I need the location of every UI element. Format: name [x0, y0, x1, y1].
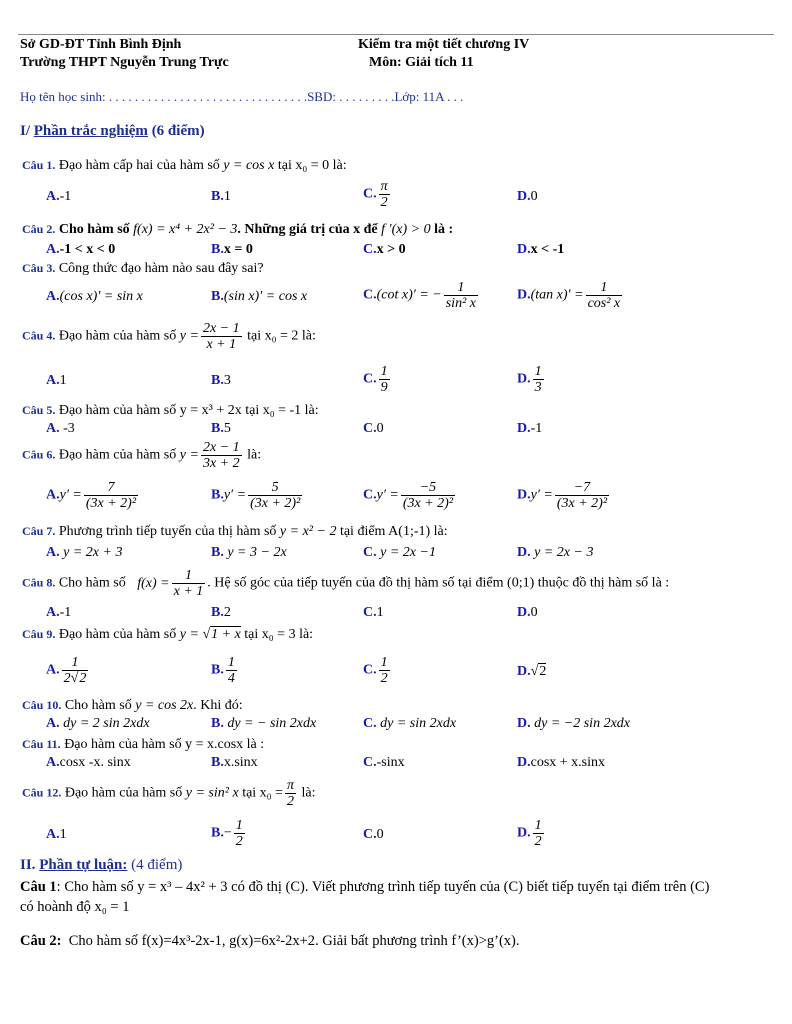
q8-option-c[interactable]	[363, 605, 384, 621]
q4-c-num: 1	[380, 364, 388, 379]
q1-c-fraction	[379, 179, 390, 210]
option-label: C.	[363, 487, 377, 503]
q10-d-value: dy = −2 sin 2xdx	[534, 716, 630, 731]
q2-option-d[interactable]	[517, 242, 564, 258]
essay-q2	[20, 933, 520, 950]
student-info-line: Họ tên học sinh: . . . . . . . . . . . . . . . . . . . . . . . . . . . . . . .SBD: . . . . . . . . .Lớp: 11A . . .	[20, 89, 464, 104]
q8-text: Cho hàm số	[58, 575, 126, 591]
option-label: B.	[211, 421, 224, 436]
q6-a-fraction	[84, 480, 138, 511]
q12-x-fraction	[285, 778, 296, 809]
q10-a-value: dy = 2 sin 2xdx	[63, 716, 150, 731]
option-label: D.	[517, 716, 531, 731]
q2-c-value: x > 0	[376, 242, 406, 257]
q12-b-den: 2	[235, 834, 243, 849]
q8-option-b[interactable]	[211, 605, 231, 621]
option-label: A.	[46, 242, 60, 257]
q4-b-value: 3	[223, 373, 231, 388]
q3-d-fraction	[586, 280, 623, 311]
option-label: B.	[211, 373, 224, 388]
q7-option-b[interactable]	[211, 545, 287, 561]
q6-func-num: 2x − 1	[202, 440, 240, 455]
q1-func: y = cos x	[223, 158, 275, 173]
q3-option-d[interactable]	[517, 280, 624, 311]
q1-d-value: 0	[530, 189, 538, 204]
q10-text: Cho hàm số	[64, 698, 132, 713]
q8-func-num: 1	[172, 568, 206, 584]
option-label: B.	[211, 605, 224, 620]
option-label: A.	[46, 545, 60, 560]
q12-d-fraction	[533, 818, 544, 849]
q6-lhs: y′ =	[530, 487, 553, 503]
q12-option-a[interactable]	[46, 827, 67, 843]
q12-x-num: π	[286, 778, 294, 793]
q11-option-d[interactable]	[517, 755, 605, 771]
q8-tail: . Hệ số góc của tiếp tuyến của đồ thị hàm số tại điểm (0;1) thuộc đồ thị hàm số là :	[207, 575, 670, 591]
q10-option-a[interactable]	[46, 716, 150, 732]
q6-lhs: y′ =	[59, 487, 82, 503]
q3-stem	[22, 261, 264, 277]
q8-d-value: 0	[530, 605, 538, 620]
essay-q1-number: Câu 1	[20, 879, 57, 895]
q12-func: y = sin² x	[185, 785, 239, 801]
q10-option-b[interactable]	[211, 716, 316, 732]
q12-option-d[interactable]	[517, 818, 546, 849]
q10-func: y = cos 2x	[135, 698, 194, 713]
q2-option-a[interactable]	[46, 242, 115, 258]
q10-option-d[interactable]	[517, 716, 630, 732]
q9-a-den-coef: 2	[63, 671, 71, 686]
q1-tail: tại x₀ = 0 là:	[277, 158, 347, 173]
option-label: A.	[46, 189, 60, 204]
option-label: B.	[211, 662, 224, 678]
q4-stem	[22, 321, 316, 352]
q2-text: Cho hàm số	[58, 222, 130, 237]
q6-option-c[interactable]	[363, 480, 457, 511]
q11-b-value: x.sinx	[223, 755, 258, 770]
q8-a-value: -1	[59, 605, 72, 620]
q5-option-d[interactable]	[517, 421, 542, 437]
option-label: B.	[211, 825, 224, 841]
q1-c-num: π	[380, 179, 388, 194]
q10-option-c[interactable]	[363, 716, 456, 732]
q7-d-value: y = 2x − 3	[534, 545, 594, 560]
q9-a-den-radicand: 2	[79, 671, 87, 686]
q12-option-b[interactable]	[211, 818, 247, 849]
q6-d-den: (3x + 2)²	[556, 496, 608, 511]
q3-option-b[interactable]	[211, 289, 307, 305]
part1-roman: I/	[20, 123, 31, 139]
q5-option-b[interactable]	[211, 421, 231, 437]
q4-d-num: 1	[534, 364, 542, 379]
option-label: D.	[517, 545, 531, 560]
option-label: B.	[211, 755, 224, 770]
q12-d-num: 1	[534, 818, 542, 833]
q11-option-b[interactable]	[211, 755, 258, 771]
q6-b-num: 5	[248, 480, 302, 496]
essay-q1-line2: có hoành độ x₀ = 1	[20, 899, 130, 915]
q6-lhs: y′ =	[376, 487, 399, 503]
q5-option-c[interactable]	[363, 421, 384, 437]
part2-title-text: Phần tự luận:	[39, 857, 128, 873]
q3-c-num: 1	[444, 280, 478, 296]
q6-stem	[22, 440, 261, 471]
q6-tail: là:	[247, 447, 262, 463]
q2-d-value: x < -1	[530, 242, 565, 257]
q4-option-a[interactable]	[46, 373, 67, 389]
q11-number: Câu 11.	[22, 737, 61, 751]
q9-b-fraction	[226, 655, 237, 686]
q9-func-lhs: y =	[179, 627, 199, 642]
q2-cond: f ′(x) > 0	[381, 222, 431, 237]
q9-text: Đạo hàm của hàm số	[58, 627, 177, 642]
q11-d-value: cosx + x.sinx	[530, 755, 606, 770]
q8-func-fraction	[172, 568, 206, 599]
option-label: C.	[363, 186, 377, 202]
q3-option-a[interactable]	[46, 289, 143, 305]
option-label: D.	[517, 487, 531, 503]
essay-q1-text: : Cho hàm số y = x³ – 4x² + 3 có đồ thị (C). Viết phương trình tiếp tuyến của (C) biết tiếp tuyến tại điểm trên (C)	[56, 879, 710, 895]
option-label: C.	[363, 827, 377, 842]
q12-b-fraction	[234, 818, 245, 849]
q1-text: Đạo hàm cấp hai của hàm số	[58, 158, 220, 173]
q5-text: Đạo hàm của hàm số y = x³ + 2x tại x₀ = -1 là:	[58, 403, 319, 418]
q6-d-num: −7	[555, 480, 609, 496]
q9-a-fraction	[62, 655, 89, 686]
q6-a-den: (3x + 2)²	[85, 496, 137, 511]
option-label: B.	[211, 716, 224, 731]
q11-option-c[interactable]	[363, 755, 405, 771]
q7-option-d[interactable]	[517, 545, 593, 561]
q12-option-c[interactable]	[363, 827, 384, 843]
q4-d-den: 3	[534, 380, 542, 395]
q1-c-den: 2	[380, 195, 388, 210]
option-label: A.	[46, 421, 60, 436]
option-label: D.	[517, 189, 531, 204]
q6-text: Đạo hàm của hàm số	[58, 447, 177, 463]
q3-c-den: sin² x	[445, 296, 476, 311]
option-label: D.	[517, 242, 531, 257]
option-label: C.	[363, 755, 377, 770]
q7-a-value: y = 2x + 3	[63, 545, 123, 560]
q6-number: Câu 6.	[22, 447, 56, 462]
q6-d-fraction	[555, 480, 609, 511]
q6-option-b[interactable]	[211, 480, 304, 511]
subject-title: Môn: Giải tích 11	[369, 55, 474, 70]
q10-c-value: dy = sin 2xdx	[380, 716, 457, 731]
part2-score: (4 điểm)	[131, 857, 183, 873]
q9-b-den: 4	[227, 671, 235, 686]
q11-stem	[22, 737, 264, 753]
q1-option-b[interactable]	[211, 189, 231, 205]
q9-number: Câu 9.	[22, 627, 56, 641]
q7-stem	[22, 524, 448, 540]
q4-option-b[interactable]	[211, 373, 231, 389]
q9-b-num: 1	[227, 655, 235, 670]
q6-option-d[interactable]	[517, 480, 611, 511]
option-label: D.	[517, 287, 531, 303]
q1-stem	[22, 158, 347, 174]
q6-func-fraction	[201, 440, 242, 471]
option-label: B.	[211, 545, 224, 560]
q11-c-value: -sinx	[376, 755, 405, 770]
q8-c-value: 1	[376, 605, 384, 620]
part1-score: (6 điểm)	[151, 123, 205, 139]
q3-d-den: cos² x	[587, 296, 621, 311]
q5-b-value: 5	[223, 421, 231, 436]
q2-mid: . Những giá trị của x để	[237, 222, 378, 237]
q9-c-fraction	[379, 655, 390, 686]
q4-text: Đạo hàm của hàm số	[58, 328, 177, 344]
option-label: D.	[517, 371, 531, 387]
q6-c-den: (3x + 2)²	[402, 496, 454, 511]
q6-lhs: y′ =	[223, 487, 247, 503]
q2-a-value: -1 < x < 0	[59, 242, 116, 257]
q6-b-den: (3x + 2)²	[250, 496, 301, 511]
dept-name: Sở GD-ĐT Tỉnh Bình Định	[20, 37, 182, 52]
option-label: C.	[363, 716, 377, 731]
q5-d-value: -1	[530, 421, 543, 436]
q1-a-value: -1	[59, 189, 72, 204]
q3-d-lhs: (tan x)′ =	[530, 287, 584, 303]
q6-c-num: −5	[401, 480, 455, 496]
q12-text: Đạo hàm của hàm số	[64, 785, 183, 801]
q1-number: Câu 1.	[22, 158, 56, 172]
q6-a-num: 7	[84, 480, 138, 496]
q4-func-fraction	[201, 321, 242, 352]
option-label: C.	[363, 287, 377, 303]
q2-option-b[interactable]	[211, 242, 253, 258]
q3-a-value: (cos x)′ = sin x	[59, 289, 143, 304]
q12-stem	[22, 778, 315, 809]
q1-option-a[interactable]	[46, 189, 71, 205]
option-label: B.	[211, 242, 224, 257]
option-label: C.	[363, 242, 377, 257]
q1-b-value: 1	[223, 189, 231, 204]
q7-func: y = x² − 2	[279, 524, 337, 539]
q2-func: f(x) = x⁴ + 2x² − 3	[133, 222, 238, 237]
q6-option-a[interactable]	[46, 480, 140, 511]
q9-a-num: 1	[62, 655, 89, 671]
q8-stem	[22, 568, 669, 599]
option-label: D.	[517, 664, 531, 679]
school-name: Trường THPT Nguyễn Trung Trực	[20, 55, 229, 70]
q2-stem	[22, 222, 453, 238]
q3-text: Công thức đạo hàm nào sau đây sai?	[58, 261, 264, 276]
q8-func-lhs: f(x) =	[137, 575, 170, 591]
q5-number: Câu 5.	[22, 403, 56, 417]
q2-tail: là :	[434, 222, 454, 237]
q4-d-fraction	[533, 364, 544, 395]
option-label: C.	[363, 371, 377, 387]
q9-option-d[interactable]: D.√2	[517, 664, 547, 679]
q12-number: Câu 12.	[22, 785, 62, 800]
q7-text: Phương trình tiếp tuyến của thị hàm số	[58, 524, 277, 539]
q12-mid: tại x₀ =	[242, 785, 283, 801]
q9-tail: tại x₀ = 3 là:	[244, 627, 314, 642]
q6-func-den: 3x + 2	[202, 456, 240, 471]
q7-option-a[interactable]	[46, 545, 122, 561]
q10-tail: . Khi đó:	[193, 698, 243, 713]
q8-option-a[interactable]	[46, 605, 71, 621]
q10-number: Câu 10.	[22, 698, 62, 712]
q4-c-den: 9	[380, 380, 388, 395]
q7-tail: tại điểm A(1;-1) là:	[339, 524, 448, 539]
q12-b-num: 1	[235, 818, 243, 833]
option-label: D.	[517, 755, 531, 770]
option-label: A.	[46, 605, 60, 620]
q3-option-c[interactable]	[363, 280, 480, 311]
option-label: A.	[46, 662, 60, 678]
q9-option-a[interactable]	[46, 655, 90, 686]
q4-tail: tại x₀ = 2 là:	[247, 328, 316, 344]
q11-option-a[interactable]	[46, 755, 131, 771]
q4-option-d[interactable]	[517, 364, 546, 395]
q10-stem	[22, 698, 243, 714]
q12-a-value: 1	[59, 827, 67, 842]
option-label: A.	[46, 373, 60, 388]
option-label: D.	[517, 421, 531, 436]
q12-tail: là:	[301, 785, 316, 801]
q7-number: Câu 7.	[22, 524, 56, 538]
option-label: C.	[363, 605, 377, 620]
option-label: C.	[363, 545, 377, 560]
q2-number: Câu 2.	[22, 222, 56, 236]
option-label: C.	[363, 421, 377, 436]
q4-func-lhs: y =	[179, 328, 199, 344]
q7-c-value: y = 2x −1	[380, 545, 436, 560]
q4-a-value: 1	[59, 373, 67, 388]
q7-b-value: y = 3 − 2x	[227, 545, 287, 560]
q6-b-fraction	[248, 480, 302, 511]
q9-a-den: 2√2	[63, 671, 87, 686]
q12-b-sign: −	[223, 825, 232, 841]
q5-option-a[interactable]	[46, 421, 75, 437]
part1-title-text: Phần trắc nghiệm	[33, 123, 148, 139]
q3-d-num: 1	[586, 280, 623, 296]
essay-q1	[20, 879, 709, 896]
q1-option-c[interactable]	[363, 179, 392, 210]
q8-func-den: x + 1	[173, 584, 204, 599]
q12-x-den: 2	[286, 794, 294, 809]
q4-number: Câu 4.	[22, 328, 56, 343]
option-label: B.	[211, 487, 224, 503]
option-label: B.	[211, 289, 224, 304]
q9-c-num: 1	[380, 655, 388, 670]
q9-func-radicand: 1 + x	[211, 627, 241, 642]
q9-stem: Câu 9. Đạo hàm của hàm số y = √1 + x tại x₀ = 3 là:	[22, 627, 314, 642]
option-label: A.	[46, 716, 60, 731]
q9-c-den: 2	[380, 671, 388, 686]
part2-roman: II.	[20, 857, 36, 873]
option-label: C.	[363, 662, 377, 678]
part1-title	[20, 123, 205, 140]
top-rule	[18, 34, 774, 35]
q8-option-d[interactable]	[517, 605, 538, 621]
option-label: A.	[46, 289, 60, 304]
q5-stem	[22, 403, 319, 419]
part2-title	[20, 857, 182, 874]
q9-option-c[interactable]	[363, 655, 392, 686]
option-label: A.	[46, 487, 60, 503]
q12-d-den: 2	[534, 834, 542, 849]
option-label: D.	[517, 605, 531, 620]
q5-a-value: -3	[63, 421, 75, 436]
q3-b-value: (sin x)′ = cos x	[223, 289, 308, 304]
q12-c-value: 0	[376, 827, 384, 842]
q4-c-fraction	[379, 364, 390, 395]
q4-func-den: x + 1	[206, 337, 237, 352]
q6-c-fraction	[401, 480, 455, 511]
option-label: B.	[211, 189, 224, 204]
q10-b-value: dy = − sin 2xdx	[227, 716, 317, 731]
q7-option-c[interactable]	[363, 545, 436, 561]
test-title: Kiểm tra một tiết chương IV	[358, 37, 530, 52]
essay-q2-number: Câu 2:	[20, 933, 62, 949]
q2-b-value: x = 0	[223, 242, 253, 257]
q1-option-d[interactable]	[517, 189, 538, 205]
q8-number: Câu 8.	[22, 575, 56, 590]
q2-option-c[interactable]	[363, 242, 406, 258]
q11-a-value: cosx -x. sinx	[59, 755, 131, 770]
q3-c-lhs: (cot x)′ = −	[376, 287, 442, 303]
option-label: D.	[517, 825, 531, 841]
q4-func-num: 2x − 1	[202, 321, 240, 336]
q3-number: Câu 3.	[22, 261, 56, 275]
q4-option-c[interactable]	[363, 364, 392, 395]
q8-b-value: 2	[223, 605, 231, 620]
q9-d-radicand: 2	[539, 664, 547, 679]
q6-func-lhs: y =	[179, 447, 199, 463]
q3-c-fraction	[444, 280, 478, 311]
essay-q2-text: Cho hàm số f(x)=4x³-2x-1, g(x)=6x²-2x+2. Giải bất phương trình f’(x)>g’(x).	[68, 933, 520, 949]
option-label: A.	[46, 755, 60, 770]
q11-text: Đạo hàm của hàm số y = x.cosx là :	[64, 737, 265, 752]
option-label: A.	[46, 827, 60, 842]
q9-option-b[interactable]	[211, 655, 239, 686]
q5-c-value: 0	[376, 421, 384, 436]
